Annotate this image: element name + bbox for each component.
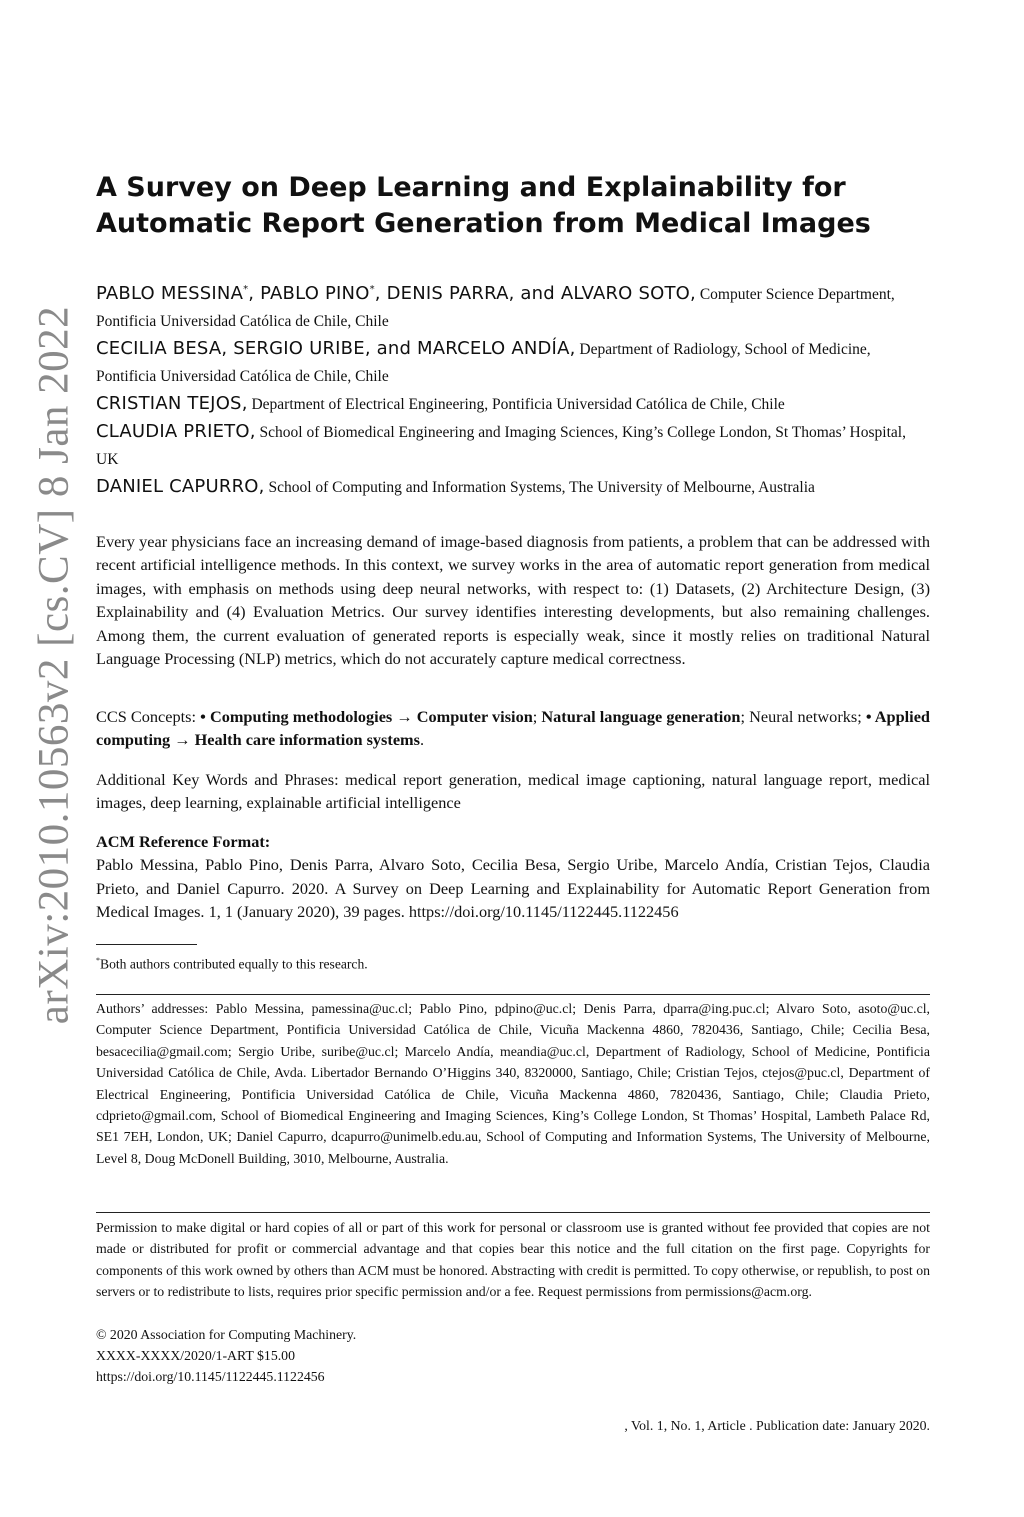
author-affiliation: Computer Science Department, Pontificia Universidad Católica de Chile, Chile (96, 286, 895, 330)
keywords: Additional Key Words and Phrases: medical report generation, medical image captioning, natural language report, medical images, deep learning, explainable artificial intelligence (96, 770, 930, 813)
author-name: DANIEL CAPURRO (96, 476, 259, 497)
author-name: PABLO PINO* (260, 283, 375, 304)
page-footer: , Vol. 1, No. 1, Article . Publication date: January 2020. (624, 1418, 930, 1433)
acm-reference-text: Pablo Messina, Pablo Pino, Denis Parra, Alvaro Soto, Cecilia Besa, Sergio Uribe, Marcelo Andía, Cristian Tejos, Claudia Prieto, and Daniel Capurro. 2020. A Survey on Deep Learning and Explainability for Automatic Report Generation from Medical Images. 1, 1 (January 2020), 39 pages. https://doi.org/10.1145/1122445.1122456 (96, 855, 930, 922)
author-list (96, 276, 930, 501)
author-group: CRISTIAN TEJOS, Department of Electrical Engineering, Pontificia Universidad Católica de Chile, Chile (96, 393, 785, 414)
addresses-divider (96, 994, 930, 995)
author-name: PABLO MESSINA* (96, 283, 249, 304)
author-group: DANIEL CAPURRO, School of Computing and Information Systems, The University of Melbourne, Australia (96, 476, 815, 497)
author-affiliation: Department of Radiology, School of Medicine, Pontificia Universidad Católica de Chile, Chile (96, 341, 871, 385)
author-affiliation: Department of Electrical Engineering, Pontificia Universidad Católica de Chile, Chile (251, 396, 785, 413)
ccs-concepts: CCS Concepts: • Computing methodologies → Computer vision; Natural language generation; Neural networks; • Applied computing → Health care information systems. (96, 707, 930, 750)
paper-title (96, 170, 956, 242)
copyright-line: © 2020 Association for Computing Machinery. (96, 1327, 357, 1342)
ccs-item: Applied computing → Health care information systems (96, 707, 930, 750)
ccs-item: Natural language generation (541, 707, 741, 726)
author-name: ALVARO SOTO (560, 283, 691, 304)
ccs-item: Computing methodologies → Computer vision (209, 707, 533, 726)
author-addresses: Authors’ addresses: Pablo Messina, pamessina@uc.cl; Pablo Pino, pdpino@uc.cl; Denis Parra, dparra@ing.puc.cl; Alvaro Soto, asoto@uc.cl, Computer Science Department, Pontificia Universidad Católica de Chile, Vicuña Mackenna 4860, 7820436, Santiago, Chile; Cecilia Besa, besacecilia@gmail.com; Sergio Uribe, suribe@uc.cl; Marcelo Andía, meandia@uc.cl, Department of Radiology, School of Medicine, Pontificia Universidad Católica de Chile, Avda. Libertador Bernando O’Higgins 340, 8320000, Santiago, Chile; Cristian Tejos, ctejos@puc.cl, Department of Electrical Engineering, Pontificia Universidad Católica de Chile, Vicuña Mackenna 4860, 7820436, Santiago, Chile; Claudia Prieto, cdprieto@gmail.com, School of Biomedical Engineering and Imaging Sciences, King’s College London, St Thomas’ Hospital, Lambeth Palace Rd, SE1 7EH, London, UK; Daniel Capurro, dcapurro@unimelb.edu.au, School of Computing and Information Systems, The University of Melbourne, Level 8, Doug McDonell Building, 3010, Melbourne, Australia. (96, 1001, 930, 1166)
abstract: Every year physicians face an increasing demand of image-based diagnosis from patients, a problem that can be addressed with recent artificial intelligence methods. In this context, we survey works in the area of automatic report generation from medical images, with emphasis on methods using deep neural networks, with respect to: (1) Datasets, (2) Architecture Design, (3) Explainability and (4) Evaluation Metrics. Our survey identifies interesting developments, but also remaining challenges. Among them, the current evaluation of generated reports is especially weak, since it mostly relies on traditional Natural Language Processing (NLP) metrics, which do not accurately capture medical correctness. (96, 532, 930, 669)
doi-link[interactable]: https://doi.org/10.1145/1122445.1122456 (96, 1369, 325, 1384)
author-name: CLAUDIA PRIETO (96, 421, 250, 442)
title-line-1: A Survey on Deep Learning and Explainability for (96, 172, 846, 203)
copyright-block (96, 1324, 930, 1387)
author-affiliation: School of Biomedical Engineering and Imaging Sciences, King’s College London, St Thomas’ Hospital, UK (96, 424, 906, 468)
author-group: PABLO MESSINA*, PABLO PINO*, DENIS PARRA, and ALVARO SOTO, Computer Science Department, Pontificia Universidad Católica de Chile, Chile (96, 283, 895, 330)
acm-reference-heading: ACM Reference Format: (96, 832, 271, 851)
author-name: CECILIA BESA (96, 338, 222, 359)
permission-divider (96, 1212, 930, 1213)
issn-line: XXXX-XXXX/2020/1-ART $15.00 (96, 1348, 295, 1363)
author-name: MARCELO ANDÍA (417, 338, 570, 359)
arxiv-watermark: arXiv:2010.10563v2 [cs.CV] 8 Jan 2022 (30, 305, 78, 1025)
author-name: DENIS PARRA (386, 283, 509, 304)
author-name: CRISTIAN TEJOS (96, 393, 242, 414)
acm-reference-format (96, 830, 930, 924)
footnote-divider (96, 944, 197, 945)
author-affiliation: School of Computing and Information Systems, The University of Melbourne, Australia (268, 479, 815, 496)
author-group: CECILIA BESA, SERGIO URIBE, and MARCELO ANDÍA, Department of Radiology, School of Medicine, Pontificia Universidad Católica de Chile, Chile (96, 338, 871, 385)
title-line-2: Automatic Report Generation from Medical Images (96, 208, 871, 239)
author-group: CLAUDIA PRIETO, School of Biomedical Engineering and Imaging Sciences, King’s College London, St Thomas’ Hospital, UK (96, 421, 906, 468)
footnote: *Both authors contributed equally to this research. (96, 956, 368, 972)
author-name: SERGIO URIBE (233, 338, 365, 359)
permission-notice: Permission to make digital or hard copies of all or part of this work for personal or classroom use is granted without fee provided that copies are not made or distributed for profit or commercial advantage and that copies bear this notice and the full citation on the first page. Copyrights for components of this work owned by others than ACM must be honored. Abstracting with credit is permitted. To copy otherwise, or republish, to post on servers or to redistribute to lists, requires prior specific permission and/or a fee. Request permissions from permissions@acm.org. (96, 1220, 930, 1300)
